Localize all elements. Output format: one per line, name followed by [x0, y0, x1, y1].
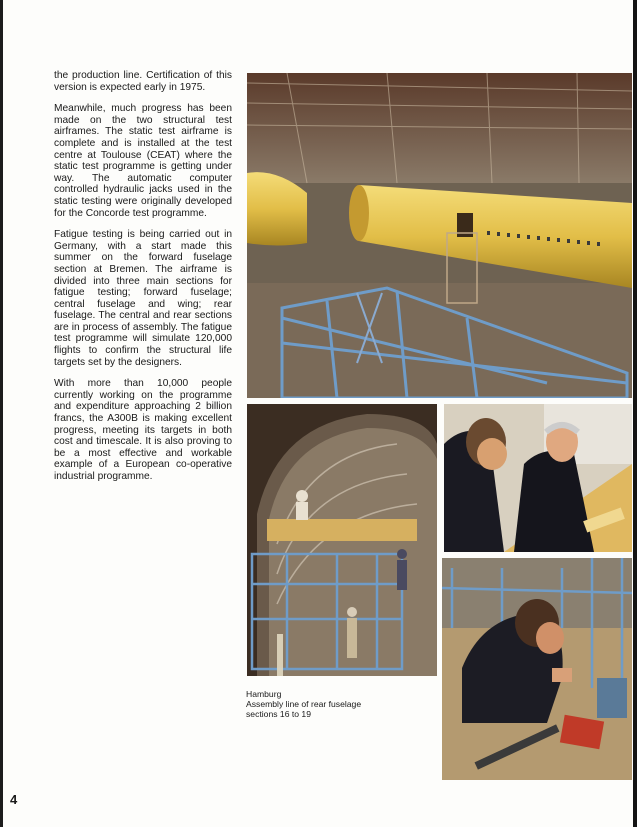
paragraph-4: With more than 10,000 people currently working on the programme and expenditure approaching 2 billion francs, the A300B is making excellent progress, meeting its targets in both cost and timescale. It is also proving to be a most effective and workable example of a European co-operative industrial programme.: [54, 378, 232, 482]
caption-description-line-1: Assembly line of rear fuselage: [246, 699, 362, 710]
paragraph-2: Meanwhile, much progress has been made on the two structural test airframes. The static test airframe is complete and is installed at the test centre at Toulouse (CEAT) where the static test programme is getting under way. The automatic computer controlled hydraulic jacks used in the static testing were originally developed for the Concorde test programme.: [54, 103, 232, 219]
fuselage-section-photo: [247, 404, 437, 676]
worker-tooling-photo: [442, 558, 632, 780]
paragraph-1: the production line. Certification of this version is expected early in 1975.: [54, 70, 232, 93]
page-edge-left: [0, 0, 3, 827]
engineers-drawings-photo: [444, 404, 632, 552]
hangar-fuselage-photo: [247, 73, 632, 398]
photo-caption: [246, 689, 436, 720]
body-text-column: [54, 70, 232, 493]
caption-location: Hamburg: [246, 689, 282, 699]
page-edge-right: [633, 0, 637, 827]
page-number: 4: [10, 792, 18, 807]
paragraph-3: Fatigue testing is being carried out in Germany, with a start made this summer on the forward fuselage section at Bremen. The airframe is divided into three main sections for fatigue testing; forward fuselage; central fuselage and wing; rear fuselage. The central and rear sections are in process of assembly. The fatigue test programme will simulate 120,000 flights to confirm the structural life targets set by the designers.: [54, 229, 232, 368]
caption-description-line-2: sections 16 to 19: [246, 709, 311, 720]
